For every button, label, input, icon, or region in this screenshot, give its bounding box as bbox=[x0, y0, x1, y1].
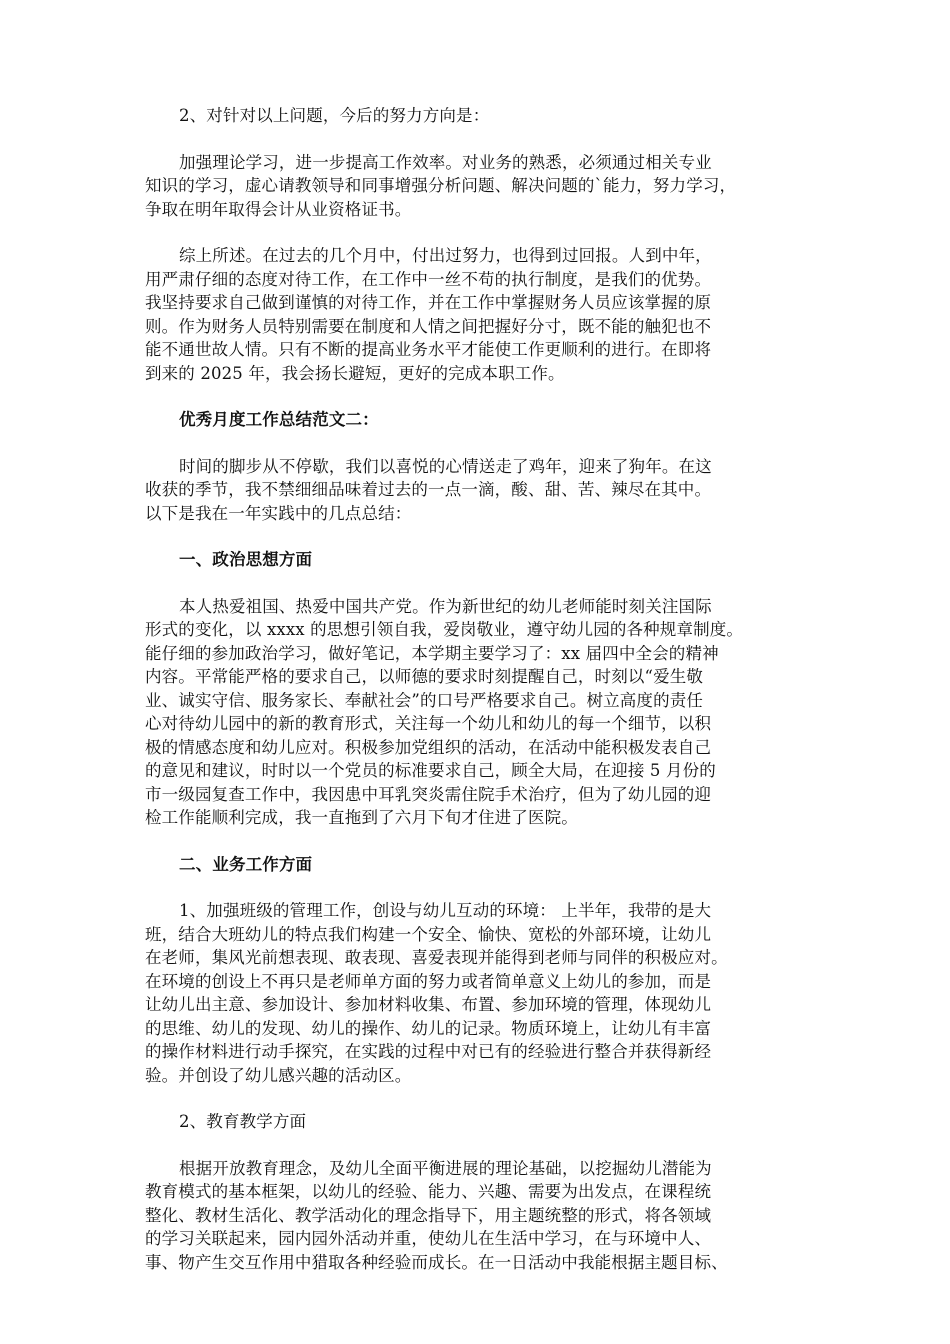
text-line: 用严肃仔细的态度对待工作，在工作中一丝不苟的执行制度，是我们的优势。 bbox=[145, 269, 712, 289]
text-line: 检工作能顺利完成，我一直拖到了六月下旬才住进了医院。 bbox=[145, 808, 578, 827]
text-line: 时间的脚步从不停歇，我们以喜悦的心情送走了鸡年，迎来了狗年。在这 bbox=[179, 456, 712, 476]
paragraph-improvement-direction bbox=[145, 104, 805, 128]
text-line: 的意见和建议，时时以一个党员的标准要求自己，顾全大局，在迎接 5 月份的 bbox=[145, 761, 716, 780]
text-line: 让幼儿出主意、参加设计、参加材料收集、布置、参加环境的管理，体现幼儿 bbox=[145, 995, 712, 1014]
text-line: 我坚持要求自己做到谨慎的对待工作，并在工作中掌握财务人员应该掌握的原 bbox=[145, 293, 712, 312]
text-line: 加强理论学习，进一步提高工作效率。对业务的熟悉，必须通过相关专业 bbox=[179, 152, 712, 172]
text-line: 验。并创设了幼儿感兴趣的活动区。 bbox=[145, 1065, 412, 1085]
text-line: 在环境的创设上不再只是老师单方面的努力或者简单意义上幼儿的参加，而是 bbox=[145, 971, 712, 991]
text-line: 本人热爱祖国、热爱中国共产党。作为新世纪的幼儿老师能时刻关注国际 bbox=[179, 596, 712, 616]
text-line: 市一级园复查工作中，我因患中耳乳突炎需住院手术治疗，但为了幼儿园的迎 bbox=[145, 784, 712, 804]
section-heading-sample-two: 优秀月度工作总结范文二： bbox=[179, 410, 379, 429]
text-line: 极的情感态度和幼儿应对。积极参加党组织的活动，在活动中能积极发表自己 bbox=[145, 737, 712, 757]
text-line: 根据开放教育理念，及幼儿全面平衡进展的理论基础，以挖掘幼儿潜能为 bbox=[179, 1158, 712, 1178]
text-line: 以下是我在一年实践中的几点总结： bbox=[145, 503, 412, 523]
text-line: 事、物产生交互作用中猎取各种经验而成长。在一日活动中我能根据主题目标、 bbox=[145, 1252, 728, 1272]
text-line: 综上所述。在过去的几个月中，付出过努力，也得到过回报。人到中年， bbox=[179, 246, 712, 265]
document-body bbox=[145, 104, 805, 1274]
text-line: 内容。平常能严格的要求自己，以师德的要求时刻提醒自己，时刻以“爱生敬 bbox=[145, 667, 704, 686]
text-line: 知识的学习，虚心请教领导和同事增强分析问题、解决问题的`能力，努力学习， bbox=[145, 176, 737, 195]
paragraph-teaching bbox=[145, 1157, 805, 1275]
paragraph-teaching-heading bbox=[145, 1110, 805, 1134]
paragraph-summary bbox=[145, 244, 805, 385]
text-line: 业、诚实守信、服务家长、奉献社会”的口号严格要求自己。树立高度的责任 bbox=[145, 690, 704, 710]
paragraph-class-management bbox=[145, 899, 805, 1087]
text-line: 1、加强班级的管理工作，创设与幼儿互动的环境： 上半年，我带的是大 bbox=[179, 901, 712, 920]
text-line: 则。作为财务人员特别需要在制度和人情之间把握好分寸，既不能的触犯也不 bbox=[145, 316, 712, 336]
section-heading-business: 二、业务工作方面 bbox=[179, 854, 313, 874]
paragraph-political bbox=[145, 595, 805, 830]
text-line: 能仔细的参加政治学习，做好笔记，本学期主要学习了：xx 届四中全会的精神 bbox=[145, 643, 719, 663]
text-line: 2、教育教学方面 bbox=[179, 1112, 307, 1131]
text-line: 形式的变化，以 xxxx 的思想引领自我，爱岗敬业，遵守幼儿园的各种规章制度。 bbox=[145, 620, 744, 639]
paragraph-intro bbox=[145, 455, 805, 526]
text-line: 能不通世故人情。只有不断的提高业务水平才能使工作更顺利的进行。在即将 bbox=[145, 340, 712, 359]
text-line: 的操作材料进行动手探究，在实践的过程中对已有的经验进行整合并获得新经 bbox=[145, 1042, 712, 1061]
paragraph-study bbox=[145, 151, 805, 222]
text-line: 在老师，集风光前想表现、敢表现、喜爱表现并能得到老师与同伴的积极应对。 bbox=[145, 948, 728, 967]
text-line: 到来的 2025 年，我会扬长避短，更好的完成本职工作。 bbox=[145, 363, 565, 383]
text-line: 收获的季节，我不禁细细品味着过去的一点一滴，酸、甜、苦、辣尽在其中。 bbox=[145, 480, 712, 499]
section-heading-political: 一、政治思想方面 bbox=[179, 550, 313, 569]
text-line: 整化、教材生活化、教学活动化的理念指导下，用主题统整的形式，将各领域 bbox=[145, 1205, 712, 1225]
text-line: 2、对针对以上问题，今后的努力方向是： bbox=[179, 106, 490, 125]
text-line: 的学习关联起来，园内园外活动并重，使幼儿在生活中学习，在与环境中人、 bbox=[145, 1229, 712, 1248]
text-line: 教育模式的基本框架，以幼儿的经验、能力、兴趣、需要为出发点，在课程统 bbox=[145, 1182, 712, 1201]
text-line: 的思维、幼儿的发现、幼儿的操作、幼儿的记录。物质环境上，让幼儿有丰富 bbox=[145, 1018, 712, 1038]
text-line: 班，结合大班幼儿的特点我们构建一个安全、愉快、宽松的外部环境，让幼儿 bbox=[145, 924, 712, 944]
text-line: 心对待幼儿园中的新的教育形式，关注每一个幼儿和幼儿的每一个细节，以积 bbox=[145, 714, 712, 733]
text-line: 争取在明年取得会计从业资格证书。 bbox=[145, 199, 412, 219]
